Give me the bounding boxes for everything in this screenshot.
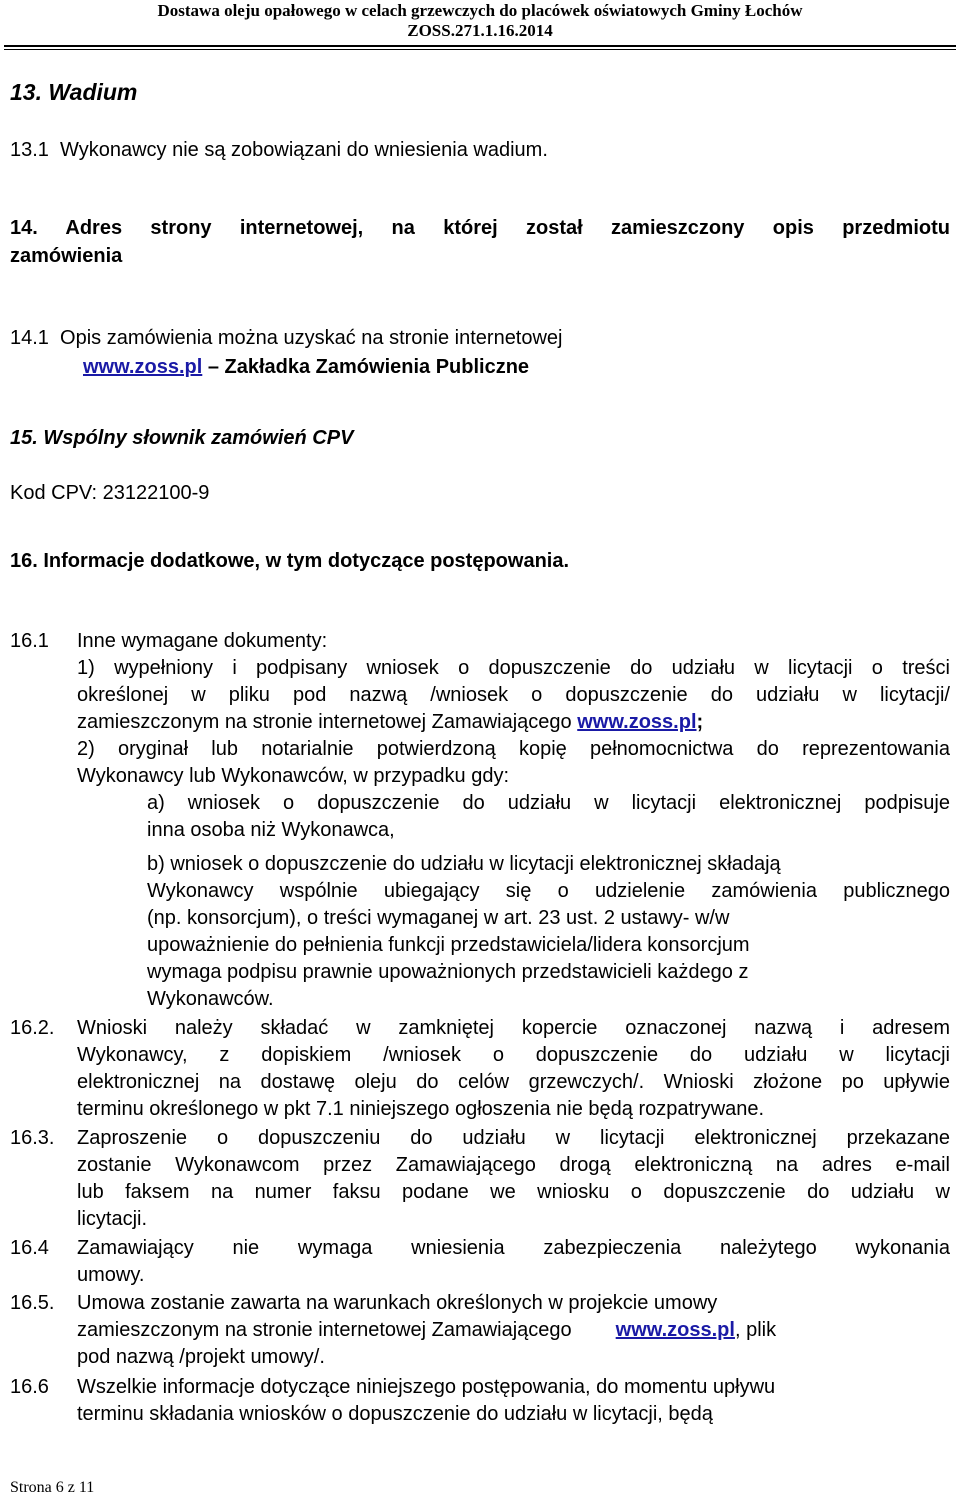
text-line: 1) wypełniony i podpisany wniosek o dopuszczenie do udziału w licytacji o treści (77, 657, 950, 679)
text-line: Umowa zostanie zawarta na warunkach określonych w projekcie umowy (77, 1292, 718, 1314)
text-line: zostanie Wykonawcom przez Zamawiającego drogą elektroniczną na adres e-mail (77, 1154, 950, 1176)
cpv-code: Kod CPV: 23122100-9 (10, 482, 210, 504)
paragraph-body (77, 1125, 950, 1233)
paragraph-body (77, 1235, 950, 1289)
text-line: umowy. (77, 1264, 145, 1286)
section-13-1-text: 13.1 Wykonawcy nie są zobowiązani do wniesienia wadium. (10, 139, 548, 161)
paragraph-number: 16.1 (10, 630, 49, 652)
section-14-heading-line1: 14. Adres strony internetowej, na której został zamieszczony opis przedmiotu (10, 217, 950, 239)
section-14-1-text: 14.1 Opis zamówienia można uzyskać na stronie internetowej (10, 327, 563, 349)
paragraph-body (77, 1015, 950, 1123)
text-line: Wnioski należy składać w zamkniętej kopercie oznaczonej nazwą i adresem (77, 1017, 950, 1039)
header-reference-number: ZOSS.271.1.16.2014 (407, 21, 553, 40)
zoss-website-link[interactable]: www.zoss.pl (577, 711, 697, 733)
text-segment: zamieszczonym na stronie internetowej Zamawiającego (77, 711, 578, 733)
text-segment: zamieszczonym na stronie internetowej Zamawiającego (77, 1319, 572, 1341)
paragraph-number: 16.3. (10, 1127, 55, 1149)
header-title: Dostawa oleju opałowego w celach grzewczych do placówek oświatowych Gminy Łochów (157, 1, 803, 20)
section-14-1-link-line (83, 354, 529, 381)
paragraph-body (77, 1374, 950, 1428)
text-line: lub faksem na numer faksu podane we wniosku o dopuszczenie do udziału w (77, 1181, 950, 1203)
zoss-website-link[interactable]: www.zoss.pl (83, 356, 203, 378)
text-line: Wykonawcy wspólnie ubiegający się o udzielenie zamówienia publicznego (147, 880, 950, 902)
paragraph-body (77, 628, 950, 790)
text-line: licytacji. (77, 1208, 148, 1230)
text-line: terminu określonego w pkt 7.1 niniejszego ogłoszenia nie będą rozpatrywane. (77, 1098, 765, 1120)
text-line: wymaga podpisu prawnie upoważnionych przedstawicieli każdego z (147, 961, 749, 983)
text-line: (np. konsorcjum), o treści wymaganej w art. 23 ust. 2 ustawy- w/w (147, 907, 730, 929)
text-line (77, 1317, 950, 1344)
text-line: Wykonawców. (147, 988, 274, 1010)
tab-reference: – Zakładka Zamówienia Publiczne (202, 356, 530, 378)
header-rule (4, 45, 956, 50)
section-16-heading: 16. Informacje dodatkowe, w tym dotyczące postępowania. (10, 550, 570, 572)
text-line: inna osoba niż Wykonawca, (147, 819, 395, 841)
text-line: określonej w pliku pod nazwą /wniosek o dopuszczenie do udziału w licytacji/ (77, 684, 950, 706)
zoss-website-link[interactable]: www.zoss.pl (615, 1319, 735, 1341)
paragraph-number: 16.2. (10, 1017, 55, 1039)
text-segment: ; (696, 711, 704, 733)
condition-a (147, 790, 950, 844)
page-number: Strona 6 z 11 (10, 1479, 95, 1496)
condition-b (147, 851, 950, 1013)
paragraph-number: 16.4 (10, 1237, 49, 1259)
paragraph-number: 16.5. (10, 1292, 55, 1314)
text-segment: , plik (734, 1319, 777, 1341)
text-line: Zaproszenie o dopuszczeniu do udziału w licytacji elektronicznej przekazane (77, 1127, 950, 1149)
text-line: Wykonawcy lub Wykonawców, w przypadku gdy: (77, 765, 510, 787)
text-line (77, 709, 950, 736)
text-line: a) wniosek o dopuszczenie do udziału w licytacji elektronicznej podpisuje (147, 792, 950, 814)
text-line: pod nazwą /projekt umowy/. (77, 1346, 325, 1368)
text-line: Wykonawcy, z dopiskiem /wniosek o dopuszczenie do udziału w licytacji (77, 1044, 950, 1066)
section-13-heading: 13. Wadium (10, 79, 138, 105)
section-14-heading-line2: zamówienia (10, 245, 123, 267)
text-line: upoważnienie do pełnienia funkcji przedstawiciela/lidera konsorcjum (147, 934, 750, 956)
paragraph-number: 16.6 (10, 1376, 49, 1398)
document-header (0, 0, 960, 41)
text-line: elektronicznej na dostawę oleju do celów grzewczych/. Wnioski złożone po upływie (77, 1071, 950, 1093)
section-15-heading: 15. Wspólny słownik zamówień CPV (10, 427, 354, 449)
paragraph-body (77, 1290, 950, 1371)
text-line: b) wniosek o dopuszczenie do udziału w licytacji elektronicznej składają (147, 853, 781, 875)
text-line: 2) oryginał lub notarialnie potwierdzoną kopię pełnomocnictwa do reprezentowania (77, 738, 950, 760)
text-line: Inne wymagane dokumenty: (77, 630, 328, 652)
text-line: terminu składania wniosków o dopuszczenie do udziału w licytacji, będą (77, 1403, 713, 1425)
text-line: Wszelkie informacje dotyczące niniejszego postępowania, do momentu upływu (77, 1376, 776, 1398)
text-line: Zamawiający nie wymaga wniesienia zabezpieczenia należytego wykonania (77, 1237, 950, 1259)
